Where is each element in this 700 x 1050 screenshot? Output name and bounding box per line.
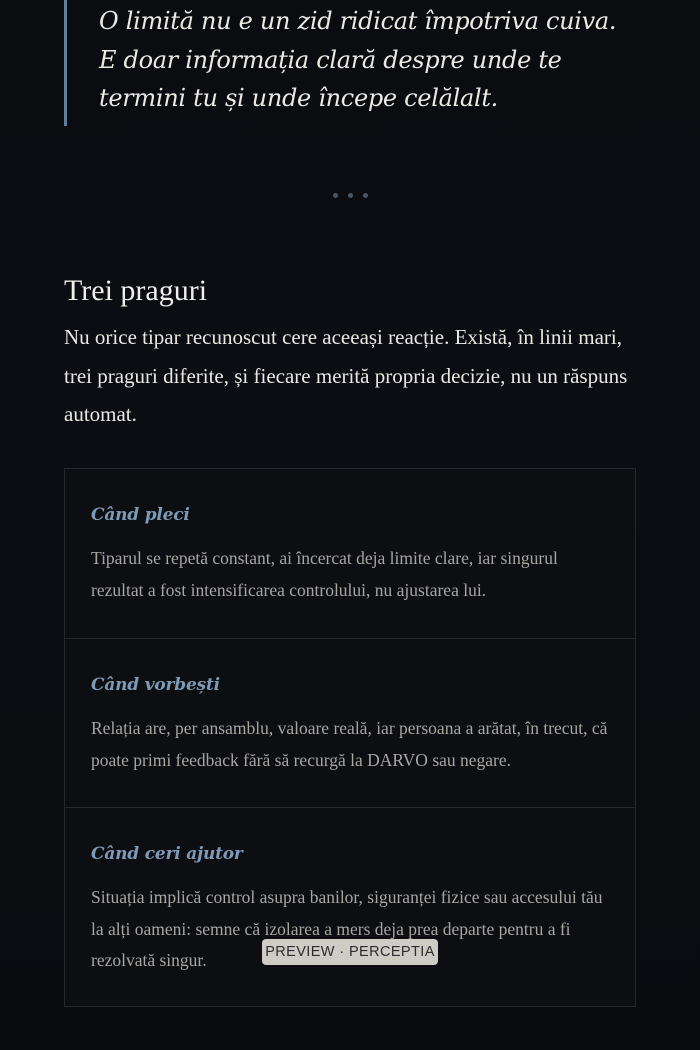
card-title: Când ceri ajutor [91,844,243,864]
card-body: Relația are, per ansamblu, valoare reală, iar persoana a arătat, în trecut, că poate primi feedback fără să recurgă la DARVO sau negare. [91,718,608,770]
divider-dot [363,193,368,198]
preview-badge: PREVIEW · PERCEPTIA [262,939,438,965]
thresholds-card-list [64,468,636,1007]
card-title: Când vorbești [91,675,220,695]
section-divider [0,193,700,198]
threshold-card-leave [65,469,635,638]
pull-quote [64,0,624,126]
divider-dot [348,193,353,198]
section-intro: Nu orice tipar recunoscut cere aceeași reacție. Există, în linii mari, trei praguri diferite, și fiecare merită propria decizie, nu un răspuns automat. [64,325,628,426]
section-title: Trei praguri [64,274,208,307]
card-title: Când pleci [91,505,190,525]
threshold-card-talk [65,638,635,807]
pull-quote-text: O limită nu e un zid ridicat împotriva cuiva. E doar informația clară despre unde te termini tu și unde începe celălalt. [99,7,617,112]
card-body: Situația implică control asupra banilor, siguranței fizice sau accesului tău la alți oameni: semne că izolarea a mers deja prea departe pentru a fi rezolvată singur. [91,887,603,970]
divider-dot [333,193,338,198]
threshold-card-help [65,807,635,1006]
card-body: Tiparul se repetă constant, ai încercat deja limite clare, iar singurul rezultat a fost intensificarea controlului, nu ajustarea lui. [91,548,558,600]
